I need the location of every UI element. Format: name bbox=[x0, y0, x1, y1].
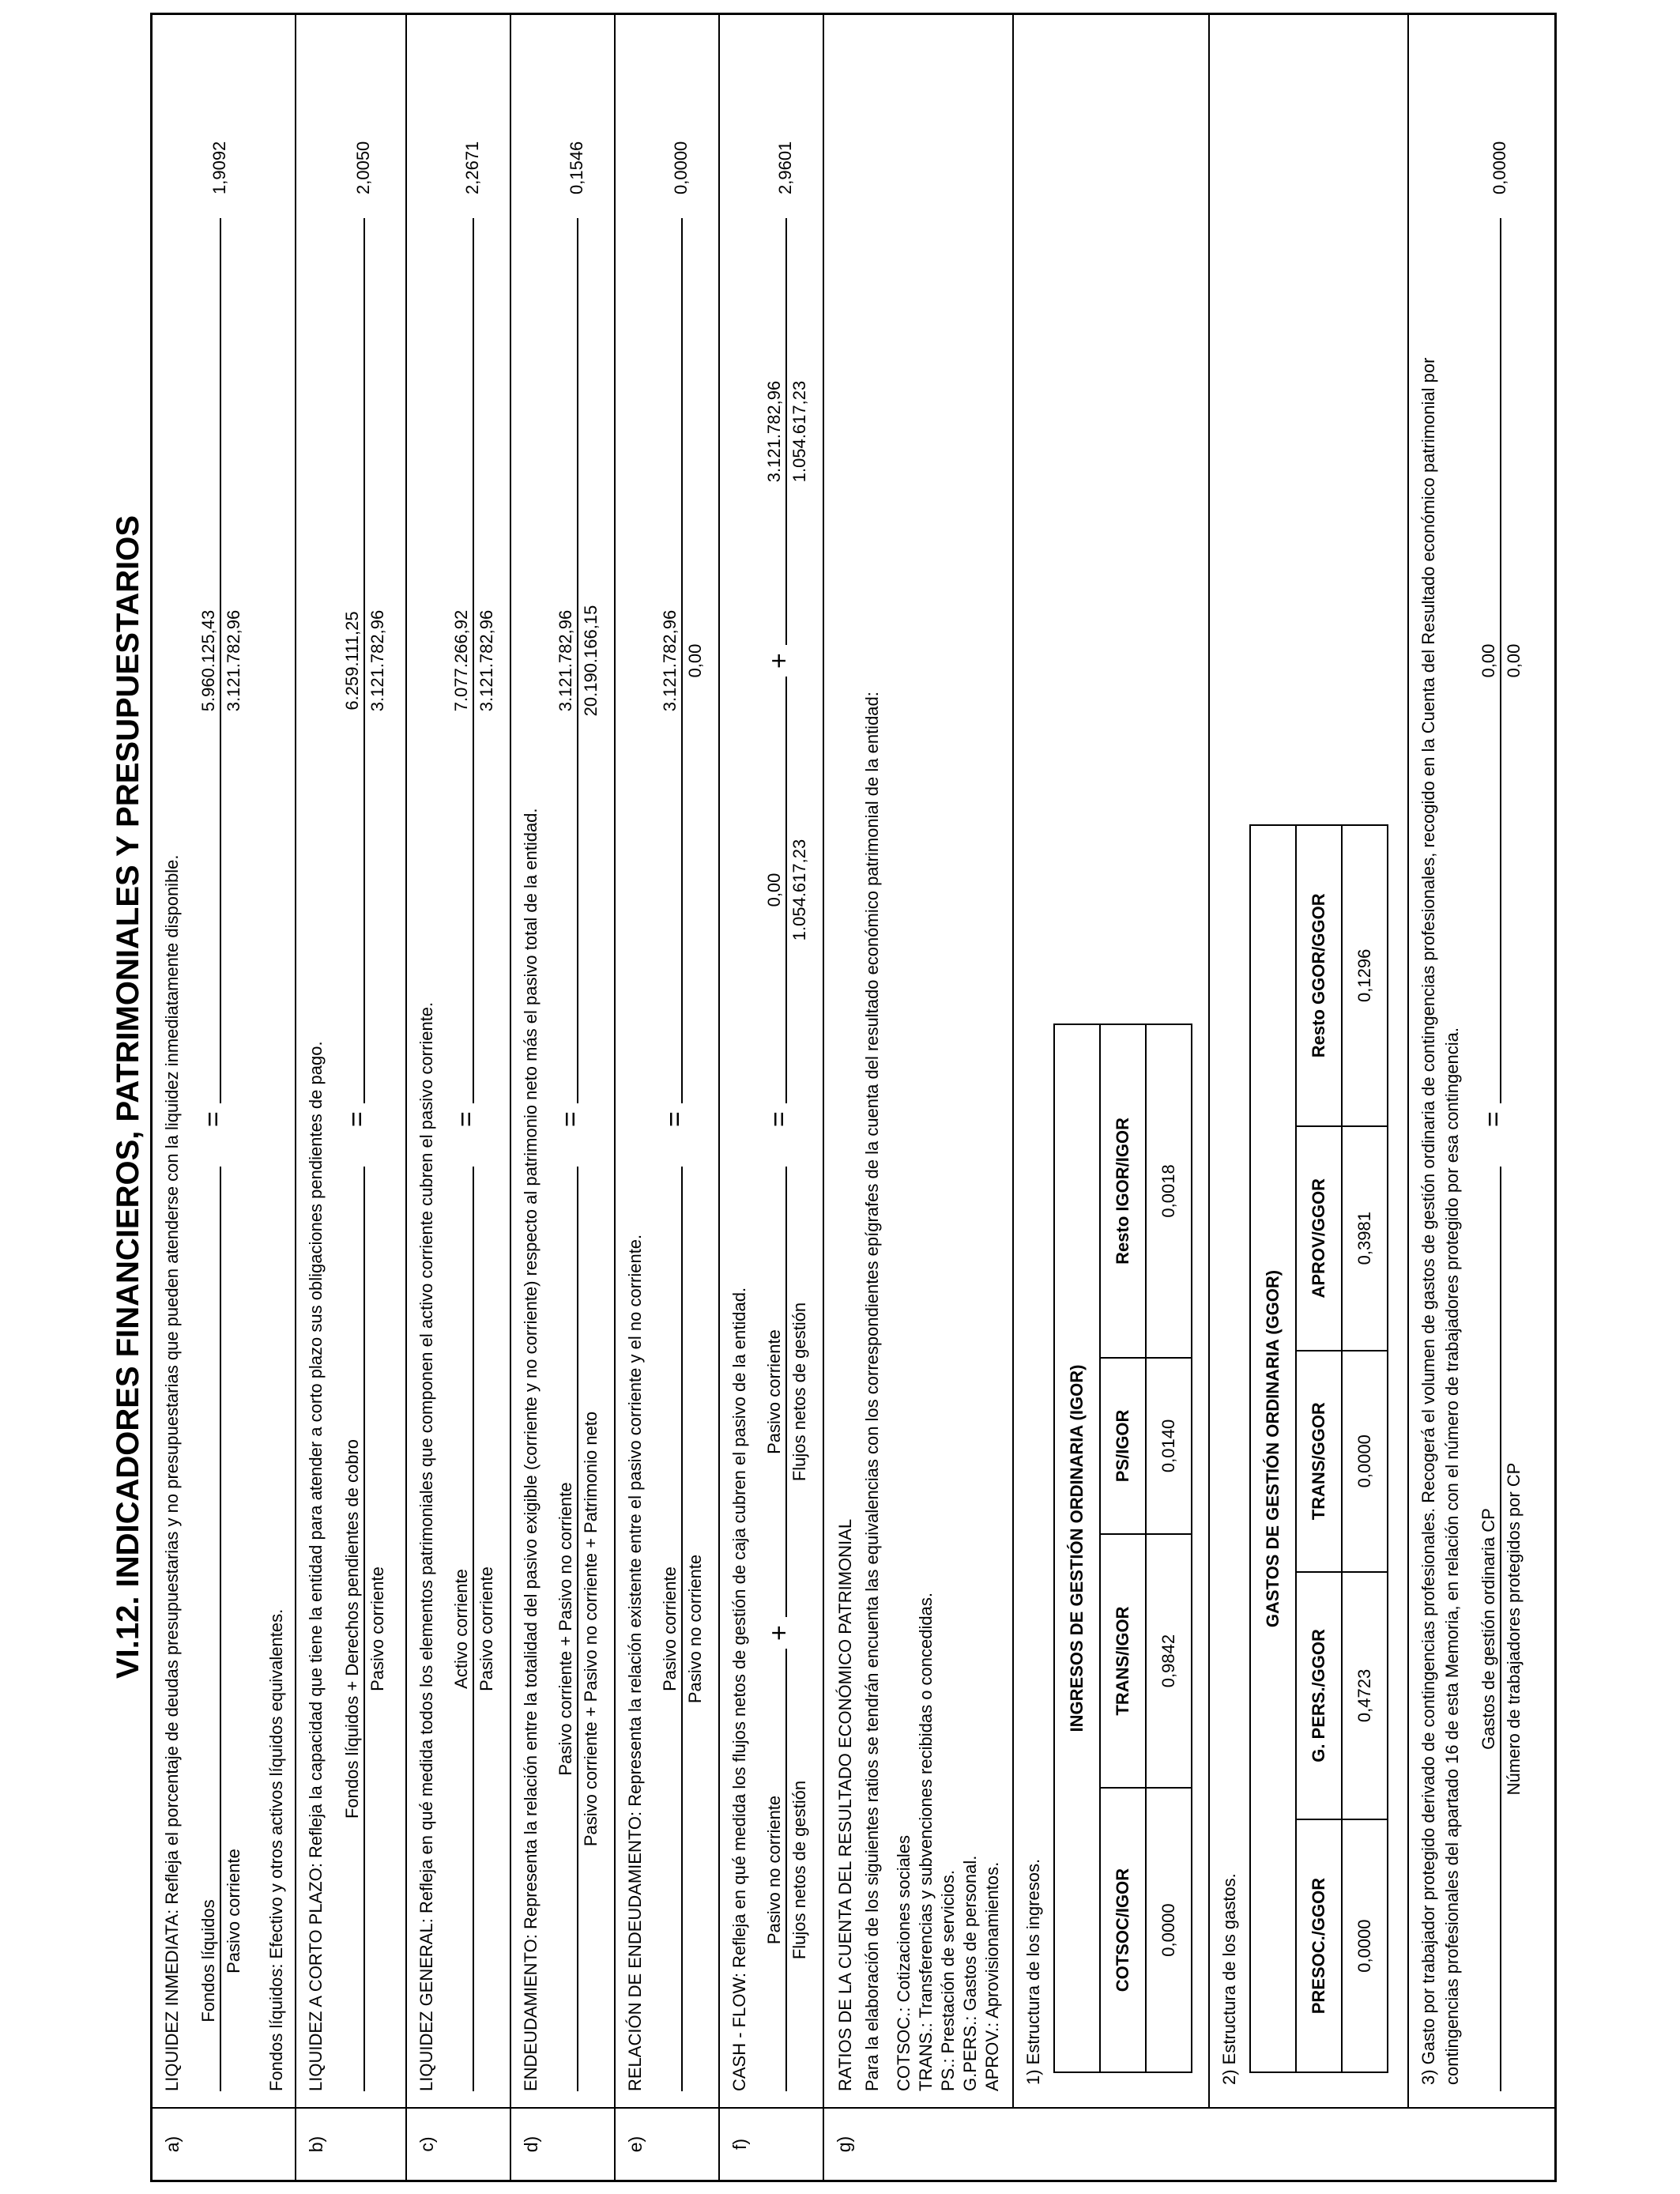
numerator-label: Fondos líquidos + Derechos pendientes de cobro bbox=[342, 1438, 362, 1819]
divider bbox=[1208, 15, 1210, 2107]
legend-item: PS.: Prestación de servicios. bbox=[938, 1869, 958, 2091]
igor-header: COTSOC/IGOR bbox=[1100, 1788, 1146, 2072]
igor-value: 0,9842 bbox=[1146, 1534, 1192, 1788]
ggor-header: TRANS/GGOR bbox=[1296, 1351, 1342, 1572]
numerator-label: Fondos líquidos bbox=[198, 1899, 218, 2022]
ggor-table-title: GASTOS DE GESTIÓN ORDINARIA (GGOR) bbox=[1250, 825, 1296, 2072]
equals-sign: = bbox=[342, 1111, 372, 1127]
legend-item: APROV.: Aprovisionamientos. bbox=[982, 1861, 1002, 2091]
section-endeudamiento bbox=[511, 15, 616, 2180]
section-relacion-endeudamiento bbox=[616, 15, 720, 2180]
indicators-frame bbox=[150, 13, 1557, 2182]
result-value: 2,2671 bbox=[462, 141, 482, 194]
numerator-label: Pasivo corriente bbox=[660, 1566, 680, 1691]
section-description: CASH - FLOW: Refleja en qué medida los flujos netos de gestión de caja cubren el pasivo de la entidad. bbox=[729, 1287, 749, 2091]
section-description: LIQUIDEZ GENERAL: Refleja en qué medida todos los elementos patrimoniales que componen el activo corriente cubren el pasivo corriente. bbox=[416, 1001, 436, 2091]
divider bbox=[1012, 15, 1014, 2107]
ggor-header: PRESOC./GGOR bbox=[1296, 1819, 1342, 2072]
section-letter: b) bbox=[296, 2107, 405, 2180]
section-note: Fondos líquidos: Efectivo y otros activos líquidos equivalentes. bbox=[266, 1608, 286, 2091]
igor-value: 0,0018 bbox=[1146, 1024, 1192, 1358]
fraction-line bbox=[785, 218, 787, 645]
igor-value: 0,0140 bbox=[1146, 1358, 1192, 1534]
section-letter: g) bbox=[824, 2107, 1556, 2180]
section-heading: RATIOS DE LA CUENTA DEL RESULTADO ECONÓMICO PATRIMONIAL bbox=[835, 1518, 855, 2091]
ggor-value: 0,0000 bbox=[1342, 1351, 1388, 1572]
igor-header: TRANS/IGOR bbox=[1100, 1534, 1146, 1788]
equals-sign: = bbox=[1478, 1111, 1509, 1127]
result-value: 2,0050 bbox=[353, 141, 373, 194]
section-liquidez-corto-plazo bbox=[296, 15, 407, 2180]
legend-item: TRANS.: Transferencias y subvenciones recibidas o concedidas. bbox=[916, 1593, 936, 2091]
subsection-text: 3) Gasto por trabajador protegido derivado de contingencias profesionales. Recogerá el volumen de gastos de gestión ordinaria de contingencias profesionales, recogido en la Cuenta del Resultado económico patrimonial por bbox=[1418, 357, 1438, 2085]
plus-sign: + bbox=[764, 1625, 794, 1641]
numerator-value: 3.121.782,96 bbox=[556, 609, 575, 712]
section-letter: c) bbox=[407, 2107, 510, 2180]
section-letter: d) bbox=[511, 2107, 614, 2180]
numerator-label: Pasivo no corriente bbox=[764, 1795, 784, 1945]
fraction-line bbox=[473, 218, 474, 1103]
ggor-value: 0,0000 bbox=[1342, 1819, 1388, 2072]
result-value: 0,0000 bbox=[671, 141, 691, 194]
fraction-line bbox=[785, 677, 787, 1103]
equals-sign: = bbox=[451, 1111, 481, 1127]
ggor-value: 0,3981 bbox=[1342, 1126, 1388, 1351]
section-letter: f) bbox=[720, 2107, 823, 2180]
denominator-label: Flujos netos de gestión bbox=[789, 1780, 809, 1960]
denominator-label: Pasivo no corriente bbox=[685, 1554, 705, 1704]
subsection-text: contingencias profesionales del apartado 16 de esta Memoria, en relación con el número de trabajadores protegido por esa contingencia. bbox=[1442, 1027, 1462, 2085]
igor-table bbox=[1053, 1023, 1192, 2073]
denominator-value: 3.121.782,96 bbox=[224, 609, 243, 712]
denominator-label: Pasivo corriente + Pasivo no corriente + Patrimonio neto bbox=[581, 1411, 601, 1847]
numerator-value: 5.960.125,43 bbox=[198, 609, 218, 712]
numerator-value: 3.121.782,96 bbox=[764, 380, 784, 483]
ggor-header: APROV/GGOR bbox=[1296, 1126, 1342, 1351]
fraction-line bbox=[785, 1167, 787, 1617]
section-description: LIQUIDEZ INMEDIATA: Refleja el porcentaje de deudas presupuestarias y no presupuestarias que pueden atenderse con la liquidez inmediatamente disponible. bbox=[162, 854, 182, 2091]
section-letter: e) bbox=[616, 2107, 718, 2180]
fraction-line bbox=[681, 1167, 683, 2091]
result-value: 0,1546 bbox=[567, 141, 586, 194]
denominator-label: Pasivo corriente bbox=[224, 1849, 243, 1973]
fraction-line bbox=[363, 1167, 365, 2091]
numerator-value: 3.121.782,96 bbox=[660, 609, 680, 712]
denominator-value: 3.121.782,96 bbox=[367, 609, 387, 712]
denominator-label: Flujos netos de gestión bbox=[789, 1302, 809, 1482]
denominator-value: 0,00 bbox=[1504, 643, 1524, 678]
denominator-label: Número de trabajadores protegidos por CP bbox=[1504, 1462, 1524, 1796]
equals-sign: = bbox=[556, 1111, 586, 1127]
ggor-table bbox=[1249, 824, 1388, 2073]
fraction-line bbox=[220, 218, 221, 1103]
ggor-value: 0,4723 bbox=[1342, 1572, 1388, 1820]
divider bbox=[1407, 15, 1409, 2107]
igor-header: Resto IGOR/IGOR bbox=[1100, 1024, 1146, 1358]
numerator-label: Gastos de gestión ordinaria CP bbox=[1478, 1508, 1498, 1750]
subsection-label: 2) Estructura de los gastos. bbox=[1219, 1873, 1239, 2085]
equals-sign: = bbox=[764, 1111, 794, 1127]
denominator-value: 1.054.617,23 bbox=[789, 839, 809, 941]
legend-item: G.PERS.: Gastos de personal. bbox=[960, 1855, 980, 2091]
numerator-label: Pasivo corriente + Pasivo no corriente bbox=[556, 1482, 575, 1776]
fraction-line bbox=[577, 218, 578, 1103]
equals-sign: = bbox=[660, 1111, 690, 1127]
plus-sign: + bbox=[764, 653, 794, 669]
numerator-label: Pasivo corriente bbox=[764, 1329, 784, 1454]
legend-item: COTSOC.: Cotizaciones sociales bbox=[894, 1835, 913, 2091]
section-description: RELACIÓN DE ENDEUDAMIENTO: Representa la relación existente entre el pasivo corriente y el no corriente. bbox=[625, 1234, 645, 2091]
fraction-line bbox=[785, 1649, 787, 2091]
equals-sign: = bbox=[198, 1111, 228, 1127]
fraction-line bbox=[681, 218, 683, 1103]
numerator-value: 0,00 bbox=[1478, 643, 1498, 678]
denominator-label: Pasivo corriente bbox=[367, 1566, 387, 1691]
denominator-value: 0,00 bbox=[685, 643, 705, 678]
fraction-line bbox=[220, 1167, 221, 2091]
denominator-value: 3.121.782,96 bbox=[477, 609, 496, 712]
ggor-header: G. PERS./GGOR bbox=[1296, 1572, 1342, 1820]
section-liquidez-general bbox=[407, 15, 511, 2180]
numerator-value: 6.259.111,25 bbox=[342, 611, 362, 711]
igor-table-title: INGRESOS DE GESTIÓN ORDINARIA (IGOR) bbox=[1054, 1024, 1100, 2072]
section-description: ENDEUDAMIENTO: Representa la relación entre la totalidad del pasivo exigible (corriente y no corriente) respecto al patrimonio neto más el pasivo total de la entidad. bbox=[521, 808, 541, 2091]
igor-value: 0,0000 bbox=[1146, 1788, 1192, 2072]
fraction-line bbox=[1500, 218, 1501, 1103]
numerator-value: 7.077.266,92 bbox=[451, 609, 471, 712]
page-title: VI.12. INDICADORES FINANCIEROS, PATRIMONIALES Y PRESUPUESTARIOS bbox=[111, 515, 145, 1679]
fraction-line bbox=[1500, 1167, 1501, 2091]
fraction-line bbox=[577, 1167, 578, 2091]
section-intro: Para la elaboración de los siguientes ratios se tendrán encuenta las equivalencias con los correspondientes epígrafes de la cuenta del resultado económico patrimonial de la entidad: bbox=[862, 692, 882, 2091]
subsection-label: 1) Estructura de los ingresos. bbox=[1023, 1858, 1043, 2085]
result-value: 0,0000 bbox=[1490, 141, 1509, 194]
numerator-value: 0,00 bbox=[764, 873, 784, 907]
ggor-header: Resto GGOR/GGOR bbox=[1296, 825, 1342, 1126]
fraction-line bbox=[473, 1167, 474, 2091]
result-value: 2,9601 bbox=[775, 141, 795, 194]
section-description: LIQUIDEZ A CORTO PLAZO: Refleja la capacidad que tiene la entidad para atender a corto plazo sus obligaciones pendientes de pago. bbox=[306, 1041, 326, 2091]
section-liquidez-inmediata bbox=[153, 15, 296, 2180]
denominator-value: 20.190.166,15 bbox=[581, 605, 601, 717]
section-ratios-resultado bbox=[824, 15, 1556, 2180]
ggor-value: 0,1296 bbox=[1342, 825, 1388, 1126]
section-letter: a) bbox=[153, 2107, 295, 2180]
denominator-label: Pasivo corriente bbox=[477, 1566, 496, 1691]
numerator-label: Activo corriente bbox=[451, 1569, 471, 1689]
result-value: 1,9092 bbox=[209, 141, 229, 194]
fraction-line bbox=[363, 218, 365, 1103]
section-cash-flow bbox=[720, 15, 824, 2180]
denominator-value: 1.054.617,23 bbox=[789, 380, 809, 483]
igor-header: PS/IGOR bbox=[1100, 1358, 1146, 1534]
